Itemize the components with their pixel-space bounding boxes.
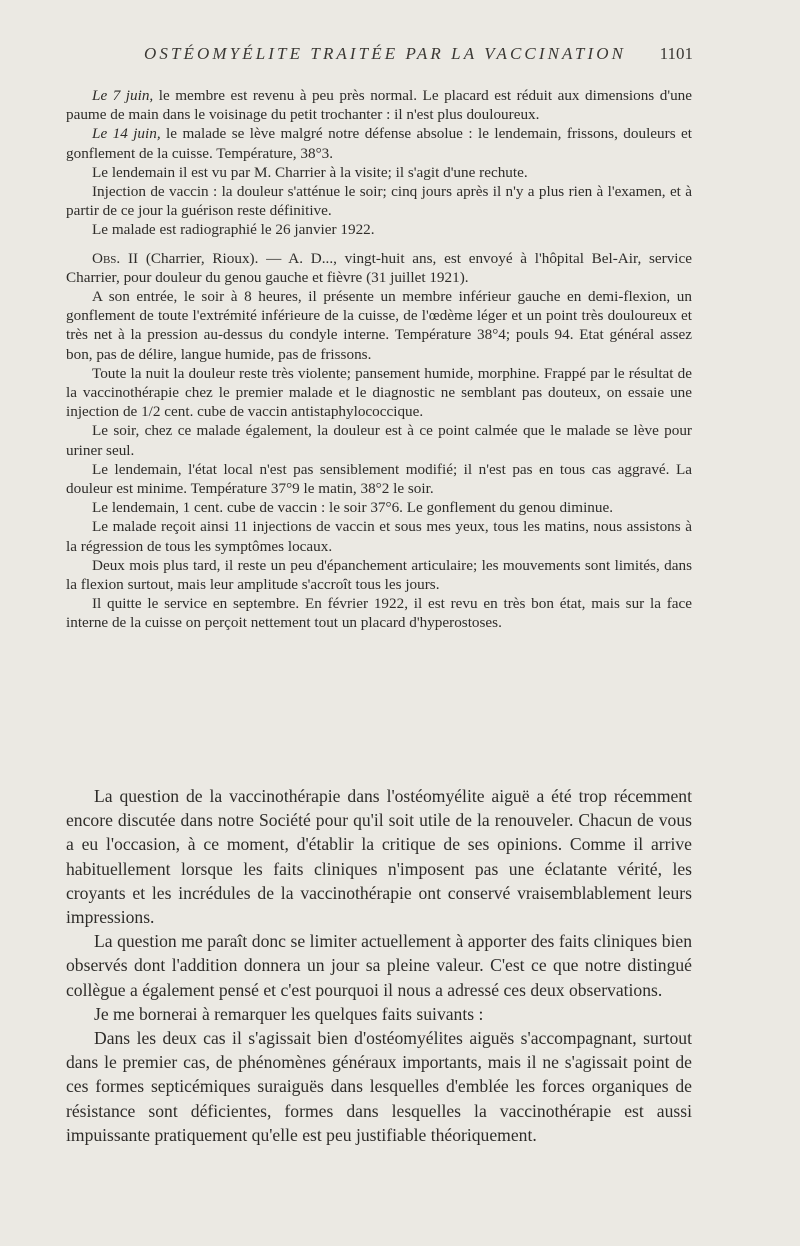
case-two-paragraph: Le malade reçoit ainsi 11 injections de vaccin et sous mes yeux, tous les matins, nous assistons à la régression de tous les symptômes locaux. [66, 518, 692, 555]
case-two-paragraph: Le lendemain, 1 cent. cube de vaccin : le soir 37°6. Le gonflement du genou diminue. [92, 499, 614, 517]
discussion-paragraph: La question de la vaccinothérapie dans l'ostéomyélite aiguë a été trop récemment encore discutée dans notre Société pour qu'il soit utile de la renouveler. Chacun de vous a eu l'occasion, à ce moment, d'établir la critique de ses opinions. Comme il arrive habituellement lorsque les faits cliniques n'imposent pas une éclatante vérité, les croyants et les incrédules de la vaccinothérapie ont conservé vraisemblablement leurs impressions. [66, 786, 692, 928]
discussion-paragraph: Je me bornerai à remarquer les quelques faits suivants : [94, 1003, 484, 1024]
case-two-paragraph: Le soir, chez ce malade également, la douleur est à ce point calmée que le malade se lève pour uriner seul. [66, 422, 692, 459]
case-one-paragraph: Le malade est radiographié le 26 janvier 1922. [92, 221, 375, 239]
discussion-paragraph: Dans les deux cas il s'agissait bien d'ostéomyélites aiguës s'accompagnant, surtout dans le premier cas, de phénomènes généraux importants, mais il ne s'agissait point de ces formes septicémiques suraiguës dans lesquelles d'emblée les forces organiques de résistance sont déficientes, formes dans lesquelles la vaccinothérapie est aussi impuissante pratiquement qu'elle est peu justifiable théoriquement. [66, 1028, 692, 1145]
running-title: OSTÉOMYÉLITE TRAITÉE PAR LA VACCINATION [144, 44, 627, 63]
case-one-paragraph: Le 14 juin, le malade se lève malgré notre défense absolue : le lendemain, frissons, douleurs et gonflement de la cuisse. Température, 38°3. [66, 125, 692, 162]
page-header [66, 44, 693, 68]
case-reports [66, 86, 692, 633]
case-two-paragraph: A son entrée, le soir à 8 heures, il présente un membre inférieur gauche en demi-flexion, un gonflement de toute l'extrémité inférieure de la cuisse, de l'œdème léger et un point très douloureux et très net à la pression au-dessus du condyle interne. Température 38°4; pouls 94. Etat général assez bon, pas de délire, langue humide, pas de frissons. [66, 288, 692, 363]
case-one-paragraph: Le lendemain il est vu par M. Charrier à la visite; il s'agit d'une rechute. [92, 163, 528, 181]
date-7-juin: Le 7 juin, [92, 87, 154, 104]
discussion-section [66, 784, 692, 1147]
case-one-paragraph: Injection de vaccin : la douleur s'atténue le soir; cinq jours après il n'y a plus rien à l'examen, et à partir de ce jour la guérison reste définitive. [66, 183, 692, 220]
obs-label: Obs. [92, 249, 121, 267]
case-two-paragraph: Le lendemain, l'état local n'est pas sensiblement modifié; il n'est pas en tous cas aggravé. La douleur est minime. Température 37°9 le matin, 38°2 le soir. [66, 460, 692, 498]
date-14-juin: Le 14 juin, [92, 125, 161, 143]
observation-heading-paragraph: Obs. II (Charrier, Rioux). — A. D..., vingt-huit ans, est envoyé à l'hôpital Bel-Air, service Charrier, pour douleur du genou gauche et fièvre (31 juillet 1921). [66, 249, 692, 286]
case-one-paragraph: Le 7 juin, le membre est revenu à peu près normal. Le placard est réduit aux dimensions d'une paume de main dans le voisinage du petit trochanter : il n'est plus douloureux. [66, 87, 692, 124]
page-number: 1101 [659, 44, 693, 63]
case-two-paragraph: Toute la nuit la douleur reste très violente; pansement humide, morphine. Frappé par le résultat de la vaccinothérapie chez le premier malade et le diagnostic ne semblant pas douteux, on essaie une injection de 1/2 cent. cube de vaccin antistaphylococcique. [66, 364, 692, 421]
discussion-paragraph: La question me paraît donc se limiter actuellement à apporter des faits cliniques bien observés dont l'addition donnera un jour sa pleine valeur. C'est ce que notre distingué collègue a également pensé et c'est pourquoi il nous a adressé ces deux observations. [66, 931, 692, 1000]
case-two-paragraph: Deux mois plus tard, il reste un peu d'épanchement articulaire; les mouvements sont limités, dans la flexion surtout, mais leur amplitude s'accroît tous les jours. [66, 556, 692, 594]
case-two-paragraph: Il quitte le service en septembre. En février 1922, il est revu en très bon état, mais sur la face interne de la cuisse on perçoit nettement tout un placard d'hyperostoses. [66, 595, 692, 632]
